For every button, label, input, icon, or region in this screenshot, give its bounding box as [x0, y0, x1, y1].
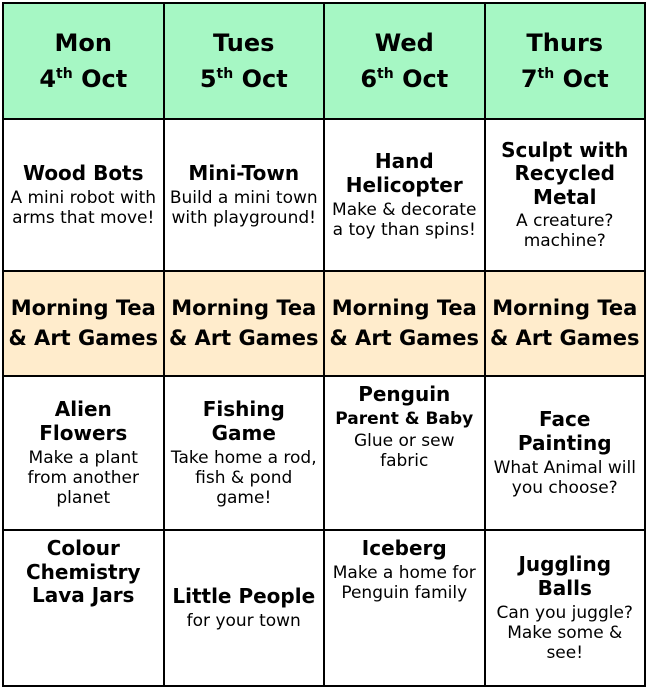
- activity-description: Build a mini town with playground!: [169, 187, 318, 228]
- day-name: Tues: [213, 29, 275, 57]
- activity-cell: [485, 530, 646, 686]
- activity-row-1: [3, 119, 645, 271]
- day-header-thurs: [485, 3, 646, 119]
- activity-title: Morning Tea & Art Games: [8, 295, 159, 350]
- day-header-tues: [164, 3, 325, 119]
- day-date-suffix: th: [56, 66, 73, 82]
- activity-description: for your town: [186, 610, 301, 631]
- activity-title: Juggling Balls: [518, 552, 612, 600]
- morning-tea-cell: [3, 271, 164, 376]
- day-month: Oct: [402, 65, 449, 93]
- activity-cell: [324, 376, 485, 530]
- morning-tea-cell: [324, 271, 485, 376]
- activity-cell: [3, 376, 164, 530]
- morning-tea-row: [3, 271, 645, 376]
- activity-title: Mini-Town: [188, 161, 300, 186]
- day-date-num: 4: [39, 65, 57, 93]
- activity-description: Make a plant from another planet: [27, 447, 139, 508]
- activity-description: Take home a rod, fish & pond game!: [170, 447, 317, 508]
- activity-description: A mini robot with arms that move!: [10, 187, 157, 228]
- activity-cell: [3, 530, 164, 686]
- day-name: Thurs: [526, 29, 604, 57]
- activity-cell: [164, 530, 325, 686]
- day-name: Mon: [54, 29, 112, 57]
- activity-description: What Animal will you choose?: [493, 457, 636, 498]
- activity-description: Make a home for Penguin family: [332, 562, 476, 603]
- day-date-num: 6: [360, 65, 378, 93]
- day-date-num: 5: [199, 65, 217, 93]
- activity-cell: [324, 119, 485, 271]
- activity-title: Colour Chemistry Lava Jars: [25, 536, 141, 608]
- activity-description: Can you juggle? Make some & see!: [496, 602, 633, 663]
- activity-description: Make & decorate a toy than spins!: [332, 199, 477, 240]
- activity-description: Glue or sew fabric: [353, 430, 455, 471]
- activity-title: Morning Tea & Art Games: [329, 295, 480, 350]
- day-month: Oct: [241, 65, 288, 93]
- day-date-suffix: th: [537, 66, 555, 82]
- activity-title: Morning Tea & Art Games: [489, 295, 640, 350]
- activity-title: Hand Helicopter: [345, 149, 463, 197]
- activity-cell: [485, 119, 646, 271]
- header-row: [3, 3, 645, 119]
- day-date-suffix: th: [216, 66, 234, 82]
- activity-title: Penguin: [358, 382, 451, 406]
- day-header-mon: [3, 3, 164, 119]
- activity-title: Face Painting: [517, 407, 612, 455]
- activity-cell: [485, 376, 646, 530]
- activity-title: Fishing Game: [202, 397, 285, 445]
- day-date-num: 7: [520, 65, 538, 93]
- morning-tea-cell: [485, 271, 646, 376]
- day-header-wed: [324, 3, 485, 119]
- activity-cell: [164, 376, 325, 530]
- activity-title: Wood Bots: [22, 161, 144, 186]
- activity-cell: [164, 119, 325, 271]
- activity-subtitle: Parent & Baby: [335, 408, 474, 429]
- day-name: Wed: [374, 29, 434, 57]
- activity-title: Little People: [172, 584, 316, 609]
- morning-tea-cell: [164, 271, 325, 376]
- activity-title: Sculpt with Recycled Metal: [501, 137, 629, 209]
- day-month: Oct: [562, 65, 609, 93]
- activity-row-3: [3, 376, 645, 530]
- activity-cell: [3, 119, 164, 271]
- day-date-suffix: th: [377, 66, 394, 82]
- activity-cell: [324, 530, 485, 686]
- activity-title: Alien Flowers: [39, 397, 128, 445]
- activity-description: A creature? machine?: [516, 211, 614, 252]
- activity-row-4: [3, 530, 645, 686]
- activity-schedule-table: [2, 2, 646, 687]
- activity-title: Morning Tea & Art Games: [168, 295, 319, 350]
- activity-title: Iceberg: [361, 536, 447, 560]
- day-month: Oct: [81, 65, 128, 93]
